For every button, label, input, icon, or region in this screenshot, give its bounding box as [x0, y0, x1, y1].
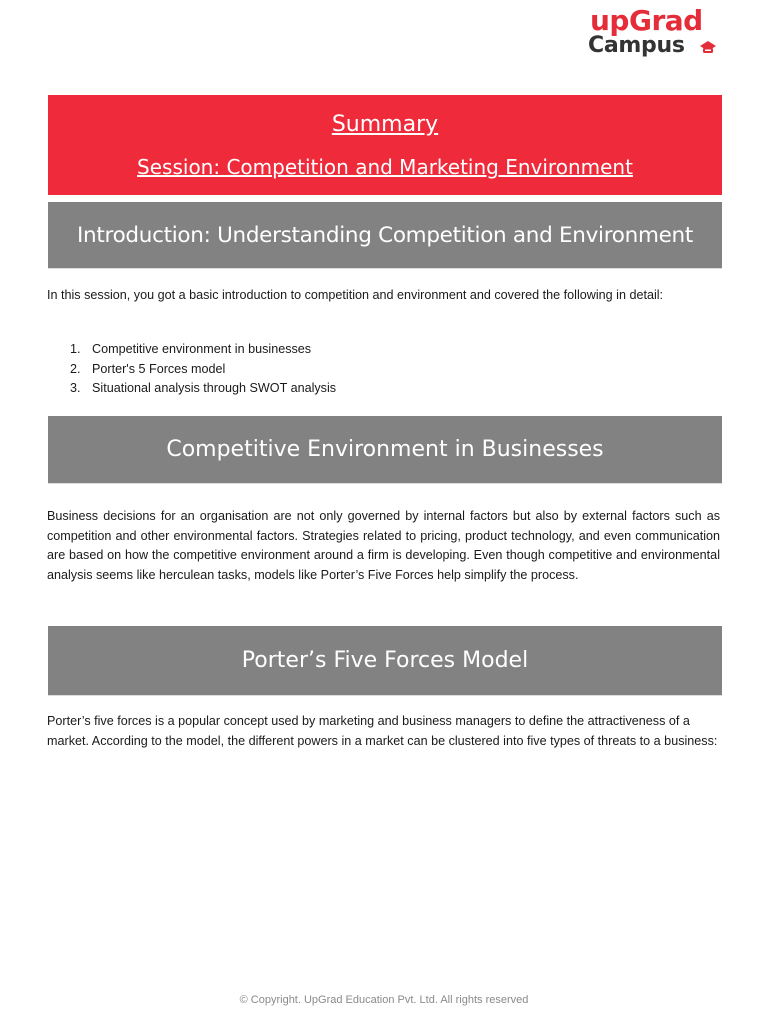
- competitive-section-heading: Competitive Environment in Businesses: [48, 416, 722, 484]
- list-item-text: Porter's 5 Forces model: [92, 361, 226, 376]
- list-item: [70, 360, 336, 380]
- copyright-footer: © Copyright. UpGrad Education Pvt. Ltd. All rights reserved: [239, 994, 529, 1006]
- porter-paragraph: Porter’s five forces is a popular concept used by marketing and business managers to define the attractiveness of a market. According to the model, the different powers in a market can be clustered into five types of threats to a business:: [47, 714, 718, 748]
- list-item-number: 1.: [70, 342, 81, 356]
- logo-upgrad-text: upGrad: [590, 4, 703, 37]
- list-item-number: 2.: [70, 361, 81, 376]
- intro-section-heading: Introduction: Understanding Competition and Environment: [48, 202, 722, 269]
- session-title: Session: Competition and Marketing Environment: [137, 155, 633, 179]
- list-item-text: Competitive environment in businesses: [92, 342, 312, 356]
- logo-campus-text: Campus: [588, 33, 685, 58]
- intro-paragraph: In this session, you got a basic introduction to competition and environment and covered the following in detail:: [47, 288, 664, 302]
- list-item-number: 3.: [70, 381, 81, 395]
- upgrad-campus-logo: [588, 4, 718, 62]
- list-item: [70, 379, 336, 399]
- graduation-cap-icon: [700, 40, 716, 54]
- intro-topic-list: [70, 340, 336, 399]
- list-item: [70, 340, 336, 360]
- summary-header-banner: [48, 95, 722, 195]
- page-title: Summary: [331, 112, 439, 137]
- competitive-paragraph: Business decisions for an organisation are not only governed by internal factors but also by external factors such as competition and other environmental factors. Strategies related to pricing, product technology, and even communication are based on how the competitive environment around a firm is developing. Even though competitive and environmental analysis seems like herculean tasks, models like Porter’s Five Forces help simplify the process.: [47, 509, 720, 583]
- porter-section-heading: Porter’s Five Forces Model: [48, 626, 722, 696]
- list-item-text: Situational analysis through SWOT analysis: [92, 381, 337, 395]
